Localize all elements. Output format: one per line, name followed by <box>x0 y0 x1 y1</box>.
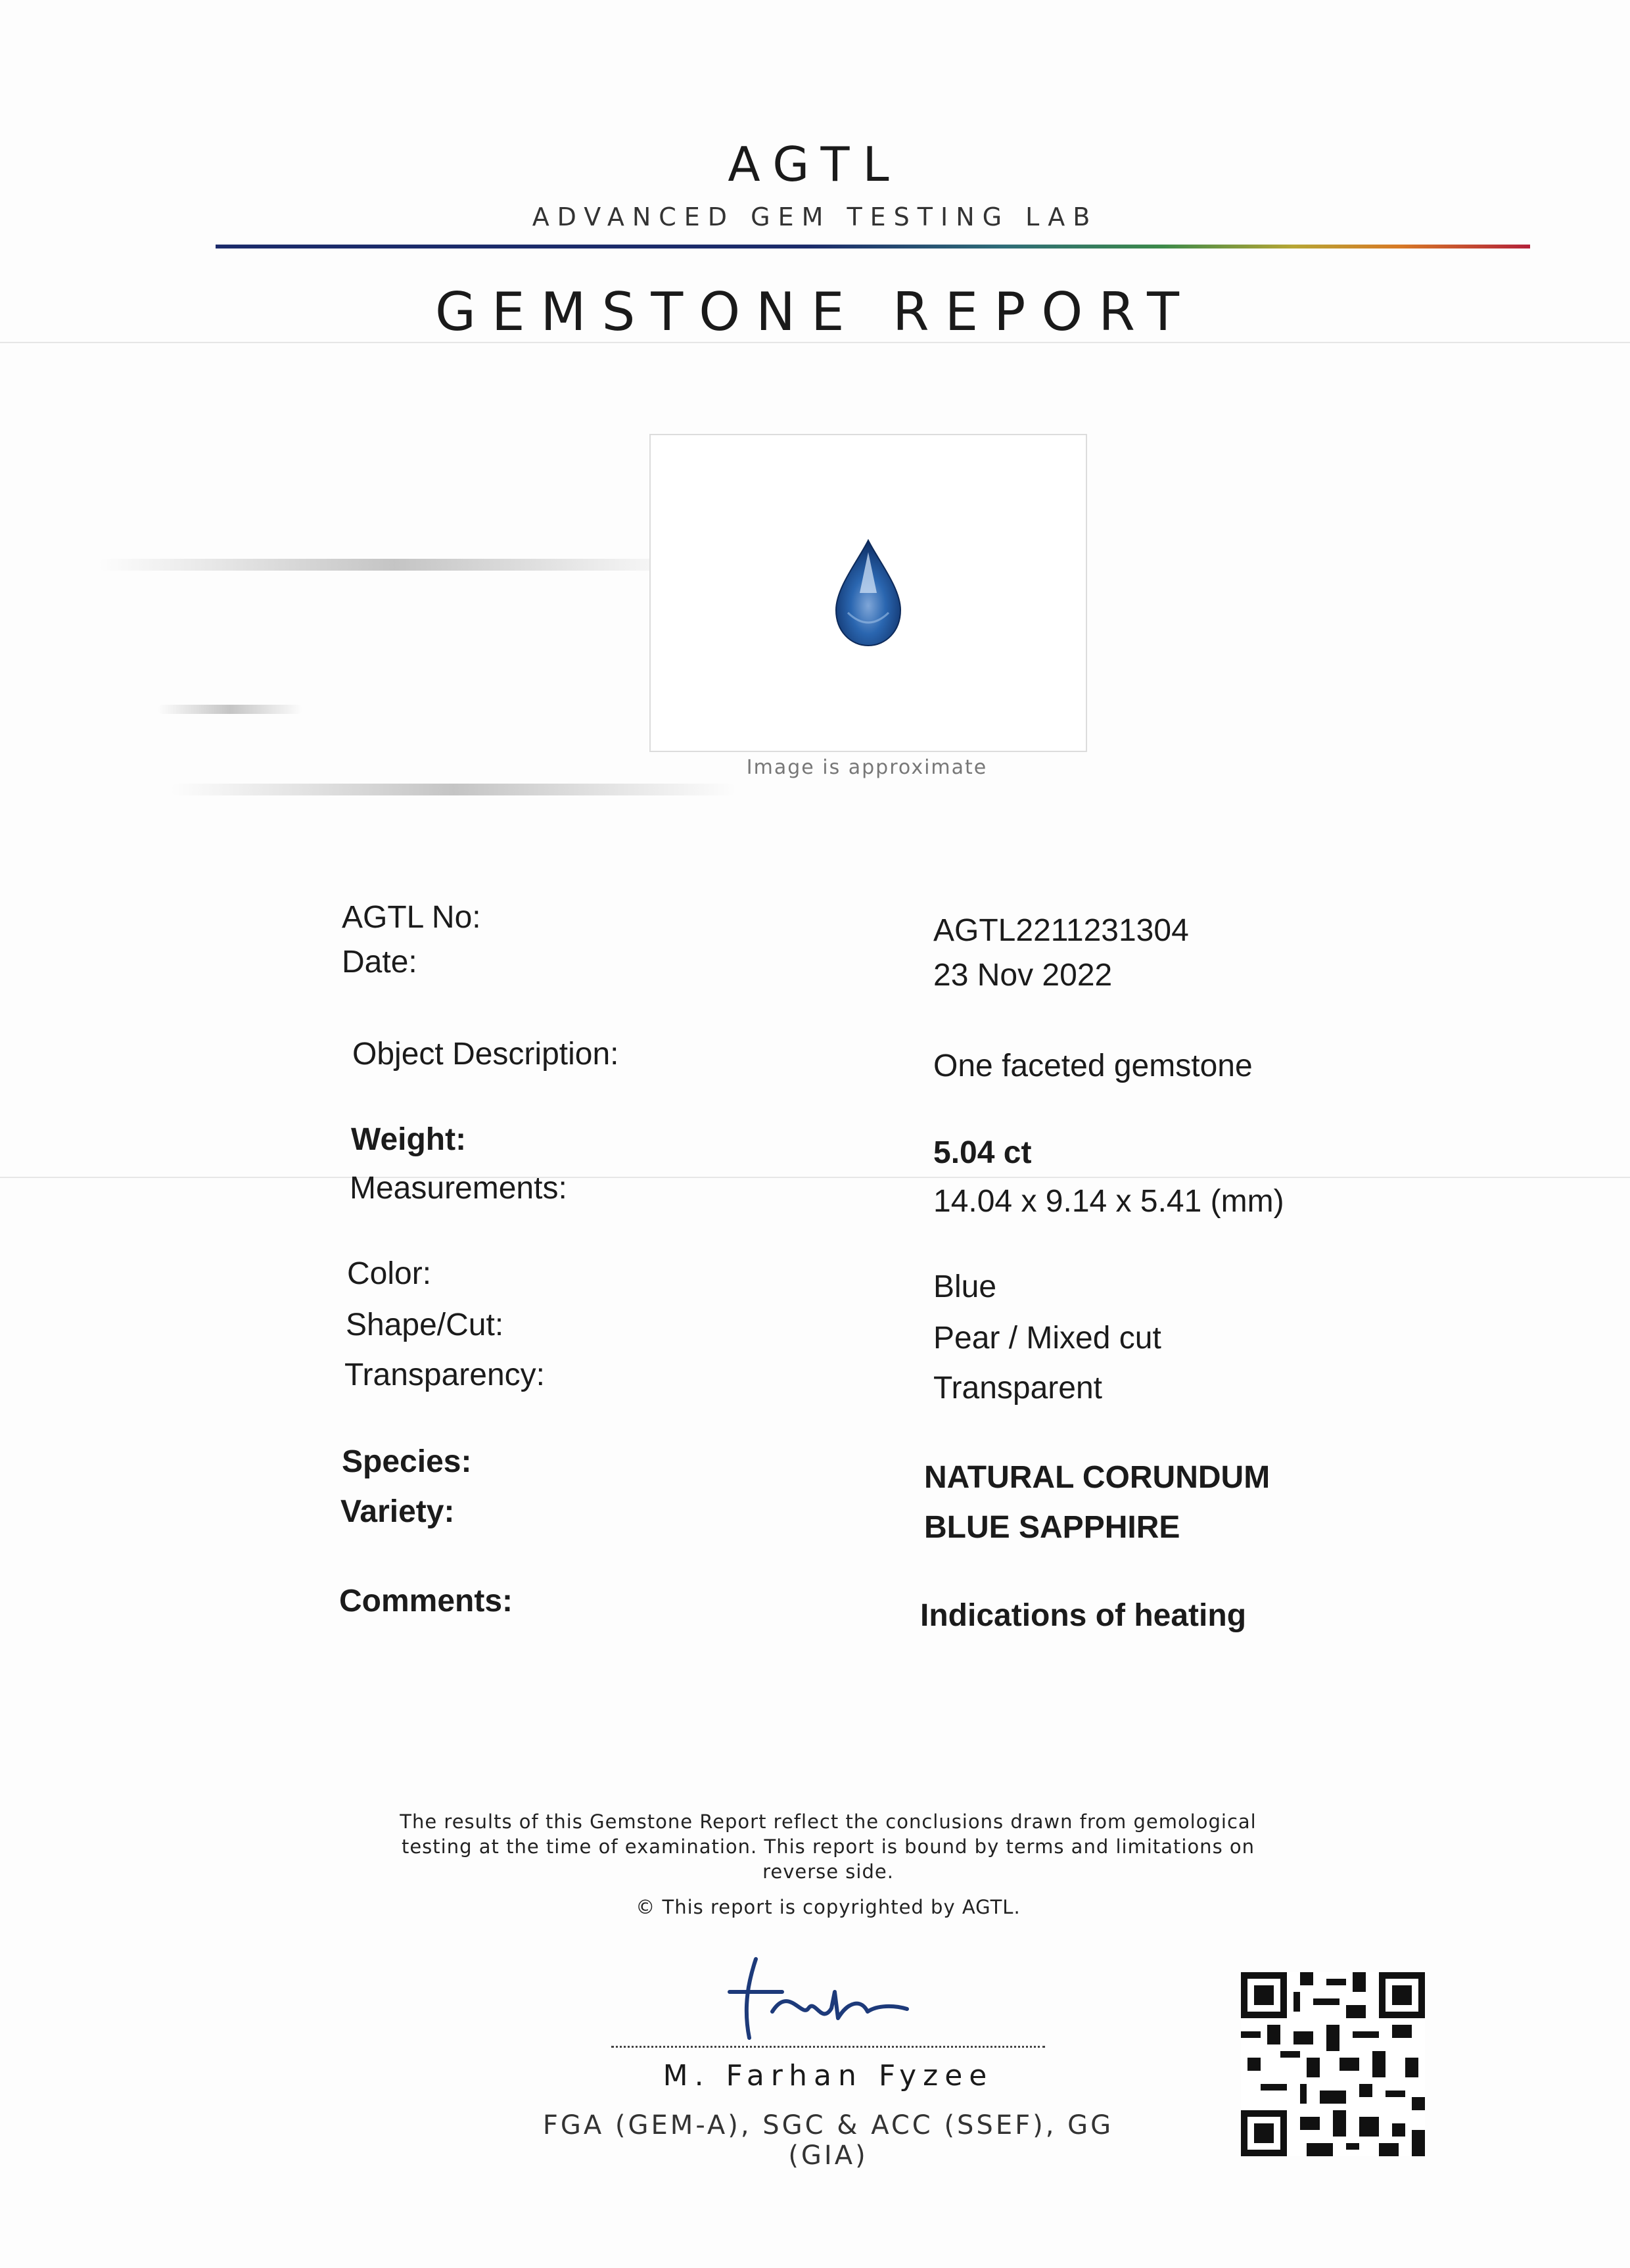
lab-brand: AGTL <box>728 137 902 192</box>
value-agtl-no: AGTL2211231304 <box>933 913 1189 948</box>
signature-mark <box>710 1946 933 2044</box>
gem-image <box>651 435 1086 751</box>
disclaimer-text: The results of this Gemstone Report reflect the conclusions drawn from gemological testing at the time of examination. This report is bound by terms and limitations on reverse side. <box>400 1810 1257 1883</box>
copyright-text: © This report is copyrighted by AGTL. <box>636 1896 1021 1918</box>
value-species: NATURAL CORUNDUM <box>924 1460 1270 1495</box>
value-comments: Indications of heating <box>920 1598 1247 1633</box>
label-color: Color: <box>347 1256 432 1291</box>
label-shape-cut: Shape/Cut: <box>346 1308 504 1342</box>
scan-smear <box>99 559 690 571</box>
signatory-name: M. Farhan Fyzee <box>663 2059 994 2092</box>
label-date: Date: <box>342 945 417 980</box>
signatory-credentials: FGA (GEM-A), SGC & ACC (SSEF), GG (GIA) <box>542 2110 1114 2171</box>
label-agtl-no: AGTL No: <box>342 900 481 935</box>
label-comments: Comments: <box>339 1584 513 1618</box>
label-measurements: Measurements: <box>350 1171 567 1206</box>
value-date: 23 Nov 2022 <box>933 958 1113 993</box>
value-measurements: 14.04 x 9.14 x 5.41 (mm) <box>933 1184 1284 1219</box>
scan-smear <box>171 784 736 795</box>
value-object-description: One faceted gemstone <box>933 1049 1253 1083</box>
header-rule <box>216 245 1530 248</box>
report-title: GEMSTONE REPORT <box>435 281 1195 343</box>
label-weight: Weight: <box>351 1122 467 1157</box>
value-shape-cut: Pear / Mixed cut <box>933 1321 1161 1356</box>
label-species: Species: <box>342 1444 472 1479</box>
value-weight: 5.04 ct <box>933 1135 1032 1170</box>
lab-subtitle: ADVANCED GEM TESTING LAB <box>532 202 1098 231</box>
scan-smear <box>158 705 302 714</box>
image-caption: Image is approximate <box>746 756 988 779</box>
value-color: Blue <box>933 1269 997 1304</box>
qr-code[interactable] <box>1241 1972 1425 2156</box>
gem-photo-frame <box>649 434 1087 752</box>
value-variety: BLUE SAPPHIRE <box>924 1510 1180 1545</box>
value-transparency: Transparent <box>933 1371 1103 1406</box>
signature-line <box>611 2046 1045 2048</box>
label-object-description: Object Description: <box>352 1037 619 1072</box>
label-transparency: Transparency: <box>344 1358 546 1392</box>
fold-line <box>0 1177 1630 1178</box>
label-variety: Variety: <box>340 1494 455 1529</box>
